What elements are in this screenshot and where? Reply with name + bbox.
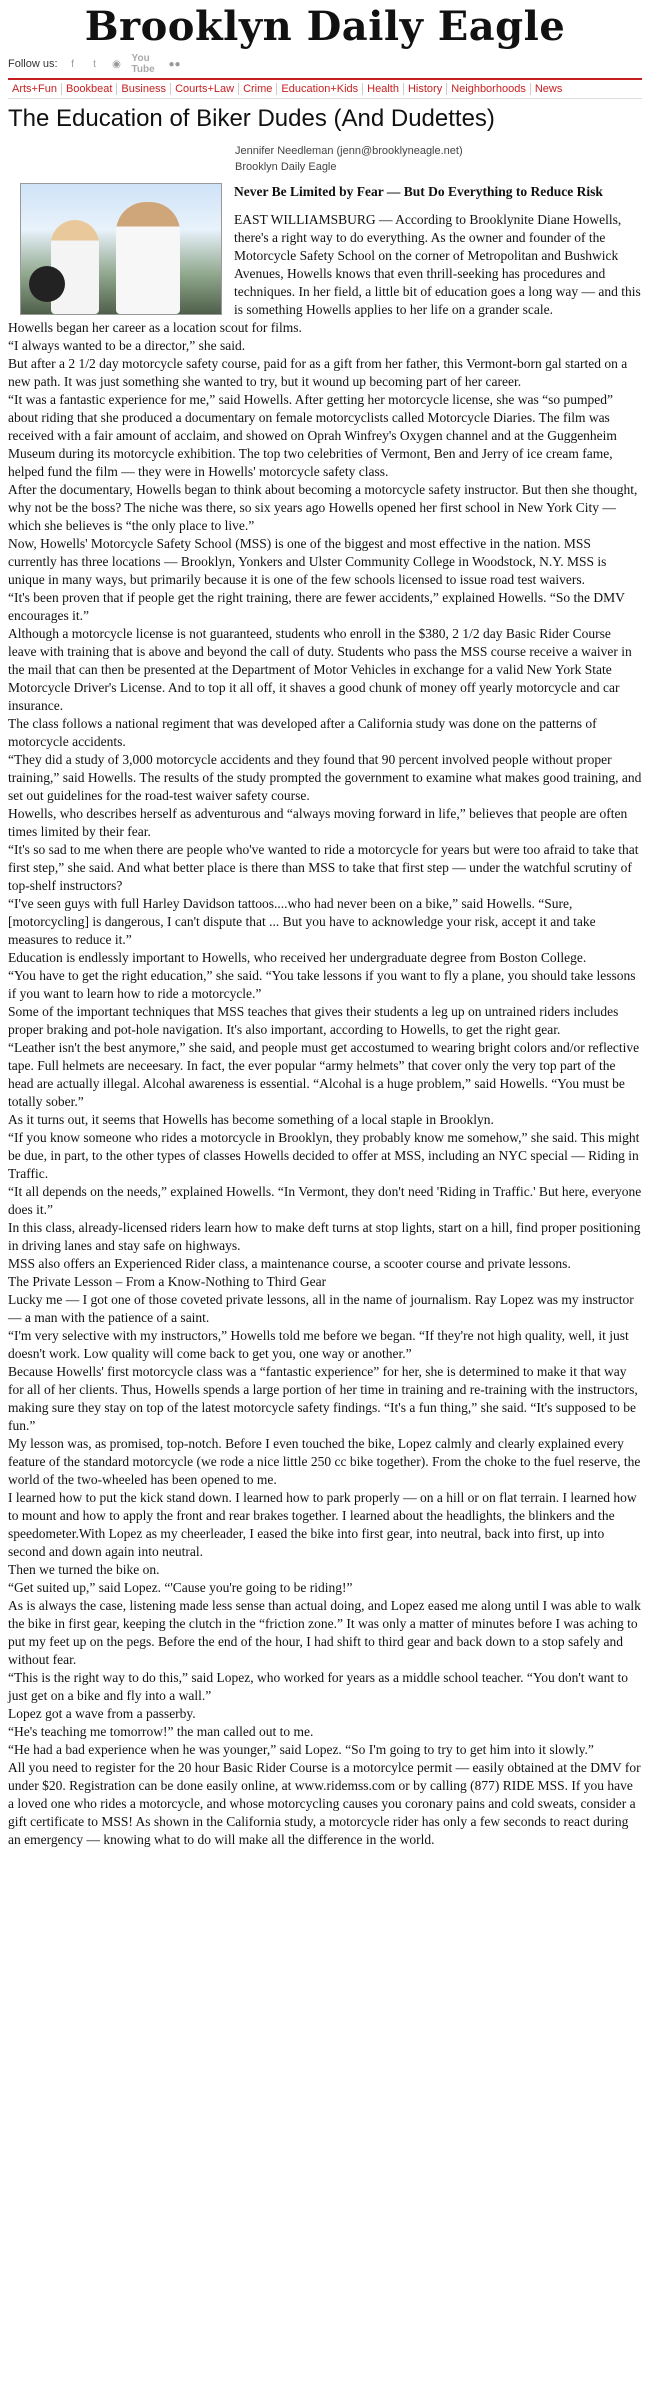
flickr-icon[interactable]: ●● — [168, 58, 181, 70]
article-paragraph: Although a motorcycle license is not guaranteed, students who enroll in the $380, 2 1/2 day Basic Rider Course leave with training that is above and beyond the call of duty. Students who pass the MSS course receive a waiver in the mail that can then be presented at the Department of Motor Vehicles in exchange for a valid New York State Motorcycle Driver's License. And to top it all off, it shaves a good chunk of money off yearly motorcycle and car insurance. — [8, 626, 632, 713]
twitter-icon[interactable]: t — [93, 58, 96, 70]
social-bar — [8, 54, 642, 74]
article-paragraph: My lesson was, as promised, top-notch. Before I even touched the bike, Lopez calmly and clearly explained every feature of the standard motorcycle (we rode a nice little 250 cc bike together). From the choke to the fuel reserve, the world of the two-wheeled has been opened to me. — [8, 1436, 641, 1487]
article-paragraph: “Get suited up,” said Lopez. “'Cause you're going to be riding!” — [8, 1580, 353, 1595]
article-paragraph: “They did a study of 3,000 motorcycle accidents and they found that 90 percent involved people without proper training,” said Howells. The results of the study prompted the government to examine what makes good training, and set out guidelines for the road-test waiver safety course. — [8, 752, 642, 803]
site-logo[interactable]: Brooklyn Daily Eagle — [84, 3, 566, 50]
article-paragraph: In this class, already-licensed riders learn how to make deft turns at stop lights, start on a hill, find proper positioning in driving lanes and stay safe on highways. — [8, 1220, 641, 1253]
article-paragraph: Because Howells' first motorcycle class was a “fantastic experience” for her, she is determined to make it that way for all of her clients. Thus, Howells spends a large portion of her time in training and re-training with the instructors, making sure they stay on top of the latest motorcycle safety findings. “It's a fun thing,” she said. “It's supposed to be fun.” — [8, 1364, 638, 1433]
facebook-icon[interactable]: f — [71, 58, 74, 70]
nav-link-education-kids[interactable]: Education+Kids — [277, 83, 363, 95]
nav-link-arts-fun[interactable]: Arts+Fun — [8, 83, 62, 95]
article-paragraph: The Private Lesson – From a Know-Nothing to Third Gear — [8, 1274, 327, 1289]
article-paragraph: Education is endlessly important to Howells, who received her undergraduate degree from Boston College. — [8, 950, 587, 965]
rss-icon[interactable]: ◉ — [112, 58, 121, 70]
nav-link-bookbeat[interactable]: Bookbeat — [62, 83, 117, 95]
nav-link-neighborhoods[interactable]: Neighborhoods — [447, 83, 531, 95]
author: Jennifer Needleman (jenn@brooklyneagle.net) — [235, 145, 463, 157]
article-title: The Education of Biker Dudes (And Dudettes) — [8, 105, 495, 132]
article-paragraph: “It's been proven that if people get the right training, there are fewer accidents,” explained Howells. “So the DMV encourages it.” — [8, 590, 625, 623]
article-paragraph: Howells began her career as a location scout for films. — [8, 320, 302, 335]
article-paragraph: But after a 2 1/2 day motorcycle safety course, paid for as a gift from her father, this Vermont-born gal started on a new path. It was just something she wanted to try, but it wound up becoming part of her career. — [8, 356, 628, 389]
article-paragraph: “If you know someone who rides a motorcycle in Brooklyn, they probably know me somehow,” she said. This might be due, in part, to the other types of classes Howells decided to offer at MSS, including an NYC special — Riding in Traffic. — [8, 1130, 640, 1181]
article-paragraph: I learned how to put the kick stand down. I learned how to park properly — on a hill or on flat terrain. I learned how to mount and how to apply the front and rear brakes together. I learned about the headlights, the blinkers and the speedometer.With Lopez as my cheerleader, I eased the bike into first gear, into neutral, back into first, up into second and down again into neutral. — [8, 1490, 637, 1559]
article-paragraph: All you need to register for the 20 hour Basic Rider Course is a motorcylce permit — easily obtained at the DMV for under $20. Registration can be done easily online, at www.ridemss.com or by calling (877) RIDE MSS. If you have a loved one who rides a motorcycle, and whose motorcycling causes you coronary pains and cold sweats, consider a gift certificate to MSS! As shown in the California study, a motorcycle rider has only a few seconds to react during an emergency — knowing what to do will make all the difference in the world. — [8, 1760, 641, 1847]
article-paragraph: Then we turned the bike on. — [8, 1562, 160, 1577]
nav-link-news[interactable]: News — [534, 83, 563, 95]
article-paragraph: After the documentary, Howells began to think about becoming a motorcycle safety instructor. But then she thought, why not be the boss? The niche was there, so six years ago Howells opened her first school in New York City — which she believes is “the only place to live.” — [8, 482, 638, 533]
article-paragraph: As it turns out, it seems that Howells has become something of a local staple in Brooklyn. — [8, 1112, 494, 1127]
outlet: Brooklyn Daily Eagle — [235, 161, 337, 173]
article-paragraph: EAST WILLIAMSBURG — According to Brooklynite Diane Howells, there's a right way to do everything. As the owner and founder of the Motorcycle Safety School on the corner of Metropolitan and Bushwick Avenues, Howells knows that even thrill-seeking has procedures and techniques. In her field, a little bit of education goes a long way — and this is something Howells applies to her life on a grander scale. — [234, 212, 641, 317]
article-paragraph: “Leather isn't the best anymore,” she said, and people must get accostumed to wearing bright colors and/or reflective tape. Full helmets are neceesary. In fact, the ever popular “army helmets” that cover only the very top part of the head are actually illegal. Alcohal awareness is essential. “Alcohal is a huge problem,” said Howells. “You must be totally sober.” — [8, 1040, 640, 1109]
article-paragraph: Some of the important techniques that MSS teaches that gives their students a leg up on untrained riders includes proper braking and pot-hole navigation. It's also important, according to Howells, to get the right gear. — [8, 1004, 619, 1037]
helmet-icon — [29, 266, 65, 302]
photo-person-woman — [51, 220, 99, 314]
nav-link-courts-law[interactable]: Courts+Law — [171, 83, 239, 95]
masthead — [8, 0, 642, 54]
article-paragraph: “I'm very selective with my instructors,” Howells told me before we began. “If they're not high quality, well, it just doesn't work. Low quality will come back to get you, one way or another.” — [8, 1328, 629, 1361]
article-paragraph: The class follows a national regiment that was developed after a California study was done on the patterns of motorcycle accidents. — [8, 716, 597, 749]
article-paragraph: “He's teaching me tomorrow!” the man called out to me. — [8, 1724, 314, 1739]
article-paragraph: MSS also offers an Experienced Rider class, a maintenance course, a scooter course and private lessons. — [8, 1256, 571, 1271]
nav-link-history[interactable]: History — [404, 83, 447, 95]
byline — [235, 143, 642, 175]
article-paragraph: Lopez got a wave from a passerby. — [8, 1706, 196, 1721]
article-paragraph: Lucky me — I got one of those coveted private lessons, all in the name of journalism. Ray Lopez was my instructor — a man with the patience of a saint. — [8, 1292, 634, 1325]
article-body — [8, 183, 642, 1849]
article-paragraph: “It all depends on the needs,” explained Howells. “In Vermont, they don't need 'Riding in Traffic.' But here, everyone does it.” — [8, 1184, 642, 1217]
article-paragraph: Howells, who describes herself as adventurous and “always moving forward in life,” believes that people are often times limited by their fear. — [8, 806, 628, 839]
article-paragraph: As is always the case, listening made less sense than actual doing, and Lopez eased me along until I was able to walk the bike in first gear, keeping the clutch in the “friction zone.” It was only a matter of minutes before I was aching to put my feet up on the pegs. Before the end of the hour, I had shift to third gear and back down to a stop safely and without fear. — [8, 1598, 641, 1667]
nav-link-crime[interactable]: Crime — [239, 83, 277, 95]
article-paragraph: “I've seen guys with full Harley Davidson tattoos....who had never been on a bike,” said Howells. “Sure, [motorcycling] is dangerous, I can't dispute that ... But you have to acknowledge your risk, accept it and take measures to reduce it.” — [8, 896, 596, 947]
youtube-icon[interactable]: You Tube — [131, 53, 155, 75]
article-subhead: Never Be Limited by Fear — But Do Everything to Reduce Risk — [234, 184, 603, 199]
article-paragraph: “It's so sad to me when there are people who've wanted to ride a motorcycle for years but were too afraid to take that first step,” she said. And what better place is there than MSS to take that first step — under the watchful scrutiny of top-shelf instructors? — [8, 842, 639, 893]
article-paragraph: “You have to get the right education,” she said. “You take lessons if you want to fly a plane, you should take lessons if you want to learn how to ride a motorcycle.” — [8, 968, 636, 1001]
article-paragraph: “I always wanted to be a director,” she said. — [8, 338, 246, 353]
article-paragraphs — [8, 211, 642, 1849]
article-paragraph: “It was a fantastic experience for me,” said Howells. After getting her motorcycle license, she was “so pumped” about riding that she produced a documentary on female motorcyclists called Motorcycle Diaries. The film was received with a fair amount of acclaim, and showed on Oprah Winfrey's Oxygen channel and at the Guggenheim Museum during its motorcycle exhibition. The top two celebrities of Vermont, Ben and Jerry of ice cream fame, helped fund the film — they were in Howells' motorcycle safety class. — [8, 392, 617, 479]
article-paragraph: “This is the right way to do this,” said Lopez, who worked for years as a middle school teacher. “You don't want to just get on a bike and fly into a wall.” — [8, 1670, 629, 1703]
section-nav — [8, 78, 642, 99]
nav-link-health[interactable]: Health — [363, 83, 404, 95]
article-photo — [20, 183, 222, 315]
article-paragraph: Now, Howells' Motorcycle Safety School (MSS) is one of the biggest and most effective in the nation. MSS currently has three locations — Brooklyn, Yonkers and Ulster Community College in Woodstock, N.Y. MSS is unique in many ways, but primarily because it is one of the few schools licensed to issue road test waivers. — [8, 536, 607, 587]
follow-label: Follow us: — [8, 58, 58, 70]
article-paragraph: “He had a bad experience when he was younger,” said Lopez. “So I'm going to try to get him into it slowly.” — [8, 1742, 594, 1757]
photo-person-man — [116, 202, 180, 314]
nav-link-business[interactable]: Business — [117, 83, 171, 95]
